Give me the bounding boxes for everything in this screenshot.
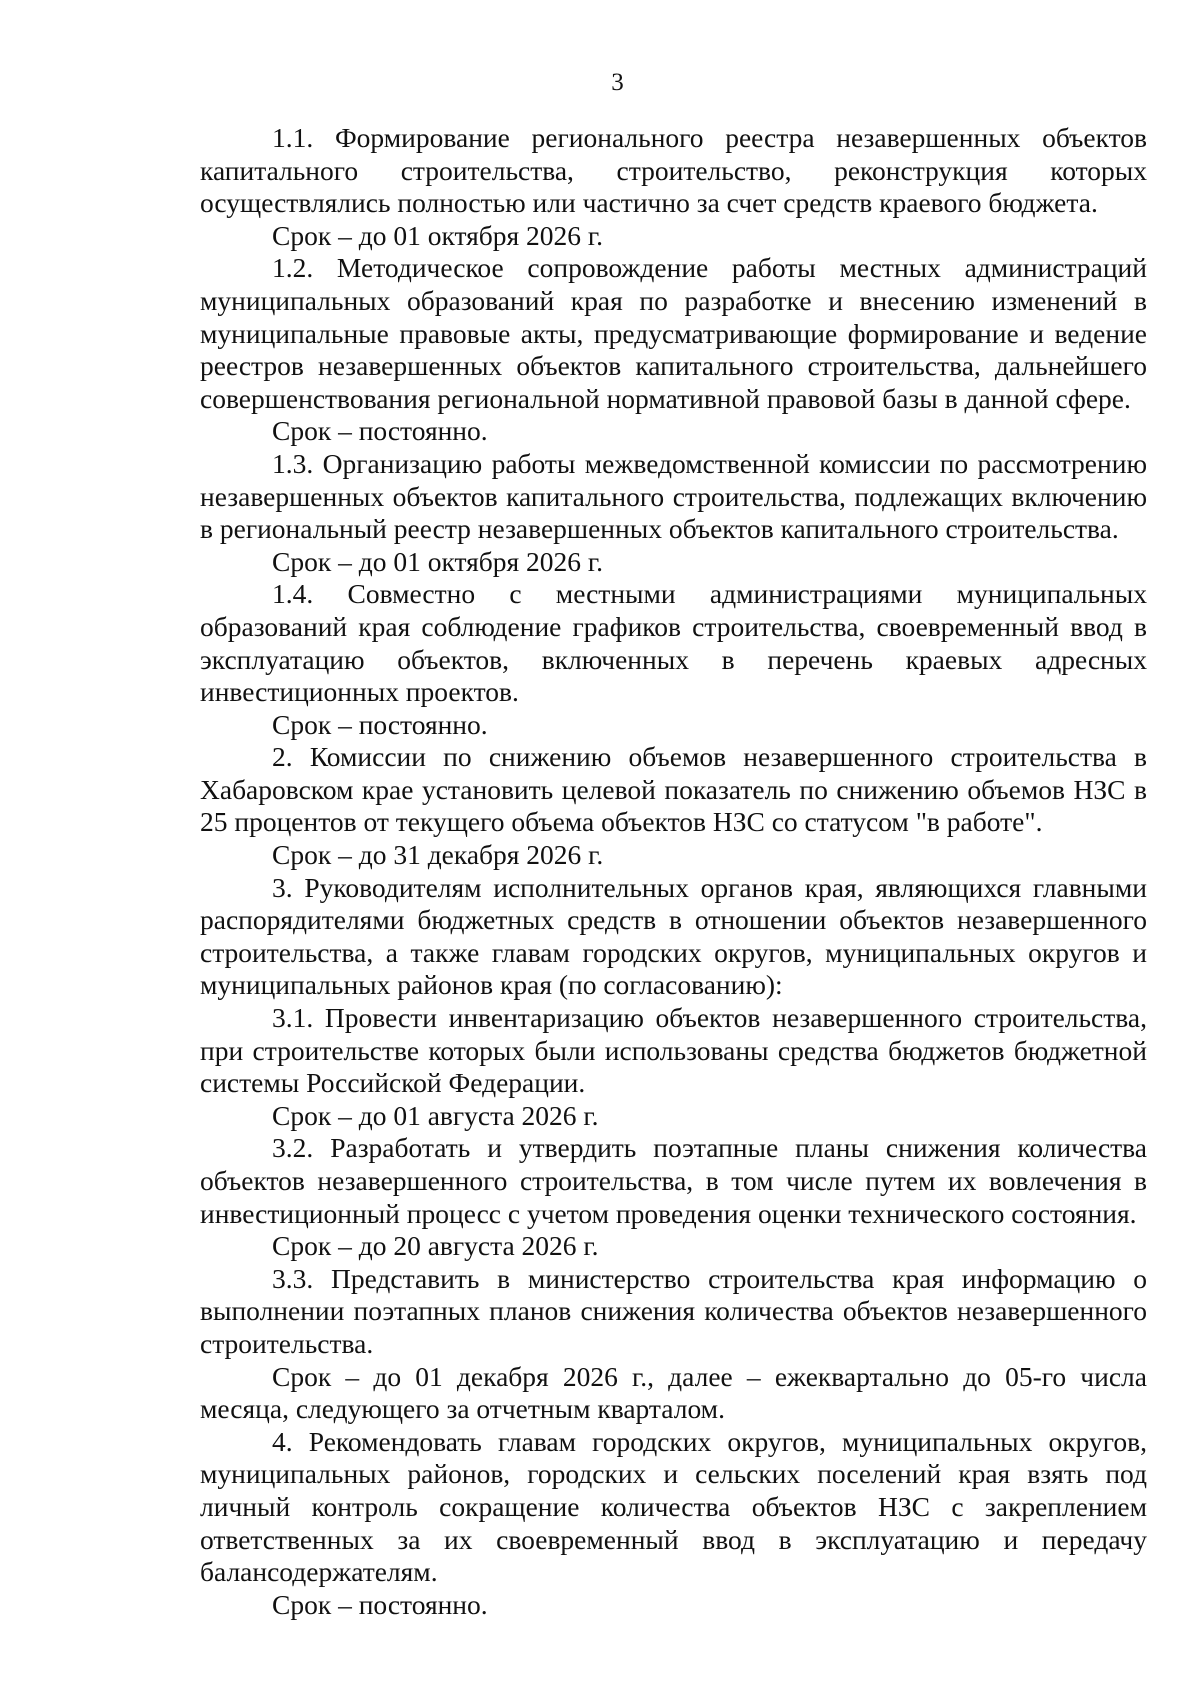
paragraph-1-3: 1.3. Организацию работы межведомственной комиссии по рассмотрению незавершенных объектов капитального строительства, подлежащих включению в региональный реестр незавершенных объектов капитального строительства.: [200, 447, 1147, 545]
paragraph-2: 2. Комиссии по снижению объемов незавершенного строительства в Хабаровском крае установить целевой показатель по снижению объемов НЗС в 25 процентов от текущего объема объектов НЗС со статусом "в работе".: [200, 741, 1147, 838]
deadline-3-1: Срок – до 01 августа 2026 г.: [272, 1099, 599, 1131]
page-number: 3: [611, 69, 624, 96]
deadline-4: Срок – постоянно.: [272, 1588, 488, 1620]
paragraph-3-2: 3.2. Разработать и утвердить поэтапные планы снижения количества объектов незавершенного строительства, в том числе путем их вовлечения в инвестиционный процесс с учетом проведения оценки технического состояния.: [200, 1132, 1147, 1229]
document-body: [200, 122, 1147, 1621]
deadline-1-1: Срок – до 01 октября 2026 г.: [272, 219, 603, 251]
deadline-1-2: Срок – постоянно.: [272, 415, 488, 447]
paragraph-3-3: 3.3. Представить в министерство строительства края информацию о выполнении поэтапных планов снижения количества объектов незавершенного строительства.: [200, 1262, 1147, 1359]
paragraph-1-1: 1.1. Формирование регионального реестра незавершенных объектов капитального строительства, строительство, реконструкция которых осуществлялись полностью или частично за счет средств краевого бюджета.: [200, 122, 1147, 219]
deadline-3-3: Срок – до 01 декабря 2026 г., далее – ежеквартально до 05-го числа месяца, следующего за отчетным кварталом.: [200, 1360, 1147, 1425]
paragraph-1-4: 1.4. Совместно с местными администрациями муниципальных образований края соблюдение графиков строительства, своевременный ввод в эксплуатацию объектов, включенных в перечень краевых адресных инвестиционных проектов.: [200, 578, 1147, 708]
deadline-1-3: Срок – до 01 октября 2026 г.: [272, 545, 603, 577]
paragraph-1-2: 1.2. Методическое сопровождение работы местных администраций муниципальных образований края по разработке и внесению изменений в муниципальные правовые акты, предусматривающие формирование и ведение реестров незавершенных объектов капитального строительства, дальнейшего совершенствования региональной нормативной правовой базы в данной сфере.: [200, 252, 1147, 414]
deadline-3-2: Срок – до 20 августа 2026 г.: [272, 1230, 599, 1262]
paragraph-3: 3. Руководителям исполнительных органов края, являющихся главными распорядителями бюджетных средств в отношении объектов незавершенного строительства, а также главам городских округов, муниципальных округов и муниципальных районов края (по согласованию):: [200, 871, 1147, 1001]
paragraph-3-1: 3.1. Провести инвентаризацию объектов незавершенного строительства, при строительстве которых были использованы средства бюджетов бюджетной системы Российской Федерации.: [200, 1002, 1147, 1099]
paragraph-4: 4. Рекомендовать главам городских округов, муниципальных округов, муниципальных районов, городских и сельских поселений края взять под личный контроль сокращение количества объектов НЗС с закреплением ответственных за их своевременный ввод в эксплуатацию и передачу балансодержателям.: [200, 1425, 1147, 1588]
deadline-2: Срок – до 31 декабря 2026 г.: [272, 839, 604, 871]
deadline-1-4: Срок – постоянно.: [272, 708, 488, 740]
